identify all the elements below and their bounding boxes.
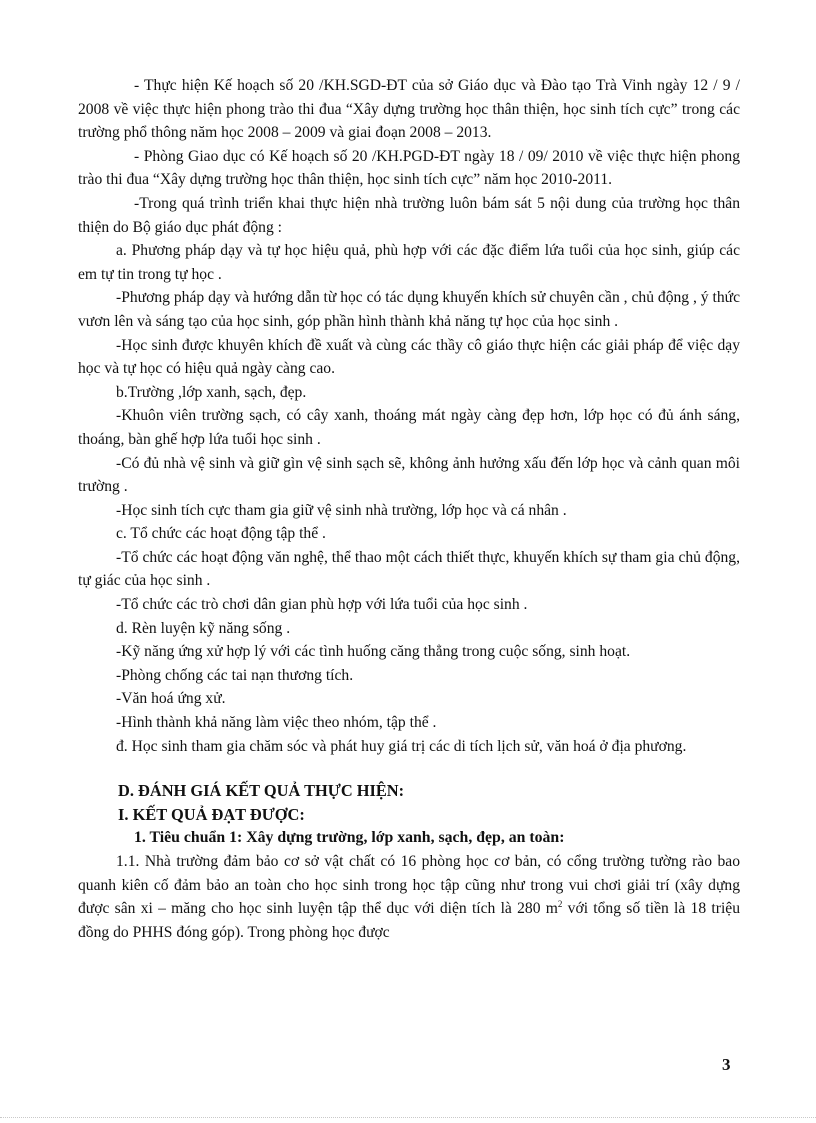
item-b-detail-2: -Có đủ nhà vệ sinh và giữ gìn vệ sinh sạch sẽ, không ảnh hưởng xấu đến lớp học và cảnh quan môi trường .	[78, 454, 740, 496]
section-heading-d: D. ĐÁNH GIÁ KẾT QUẢ THỰC HIỆN:	[118, 781, 405, 801]
paragraph-plan-sgd: - Thực hiện Kế hoạch số 20 /KH.SGD-ĐT của sở Giáo dục và Đào tạo Trà Vinh ngày 12 / 9 / 2008 về việc thực hiện phong trào thi đua “Xây dựng trường học thân thiện, học sinh tích cực” trong các trường phổ thông năm học 2008 – 2009 và giai đoạn 2008 – 2013.	[78, 77, 740, 142]
item-a: a. Phương pháp dạy và tự học hiệu quả, phù hợp với các đặc điểm lứa tuổi của học sinh, giúp các em tự tin trong tự học .	[78, 242, 740, 283]
body-text	[78, 74, 740, 944]
item-b-detail-3: -Học sinh tích cực tham gia giữ vệ sinh nhà trường, lớp học và cá nhân .	[116, 501, 567, 519]
item-b: b.Trường ,lớp xanh, sạch, đẹp.	[116, 383, 307, 401]
page-bottom-divider	[0, 1117, 816, 1118]
item-b-detail-1: -Khuôn viên trường sạch, có cây xanh, thoáng mát ngày càng đẹp hơn, lớp học có đủ ánh sáng, thoáng, bàn ghế hợp lứa tuổi học sinh .	[78, 407, 740, 448]
square-superscript: 2	[557, 899, 563, 909]
paragraph-1-1-continued: với tổng số tiền là 18 triệu đồng do PHHS đóng góp). Trong phòng học được	[78, 900, 740, 941]
criterion-1-heading: 1. Tiêu chuẩn 1: Xây dựng trường, lớp xanh, sạch, đẹp, an toàn:	[134, 829, 565, 847]
item-c-detail-1: -Tổ chức các hoạt động văn nghệ, thể thao một cách thiết thực, khuyến khích sự tham gia chủ động, tự giác của học sinh .	[78, 548, 740, 590]
page-number: 3	[722, 1055, 731, 1074]
item-dd: đ. Học sinh tham gia chăm sóc và phát huy giá trị các di tích lịch sử, văn hoá ở địa phương.	[116, 737, 687, 755]
item-d-detail-3: -Văn hoá ứng xử.	[116, 690, 226, 708]
item-c-detail-2: -Tổ chức các trò chơi dân gian phù hợp với lứa tuổi của học sinh .	[116, 596, 528, 614]
paragraph-1-1-text: 1.1. Nhà trường đảm bảo cơ sở vật chất có 16 phòng học cơ bản, có cổng trường tường rào bao quanh kiên cố đảm bảo an toàn cho học sinh trong học tập cũng như trong vui chơi giải trí (xây dựng được sân xi – măng cho học sinh luyện tập thể dục với diện tích là 280 m	[78, 853, 740, 918]
item-d-detail-2: -Phòng chống các tai nạn thương tích.	[116, 666, 354, 684]
item-c: c. Tổ chức các hoạt động tập thể .	[116, 525, 326, 543]
item-a-detail-1: -Phương pháp dạy và hướng dẫn từ học có tác dụng khuyến khích sử chuyên cần , chủ động , ý thức vươn lên và sáng tạo của học sinh, góp phần hình thành khả năng tự học của học sinh .	[78, 289, 740, 330]
item-a-detail-2: -Học sinh được khuyên khích đề xuất và cùng các thầy cô giáo thực hiện các giải pháp để việc dạy học và tự học có hiệu quả ngày càng cao.	[78, 336, 740, 378]
item-d-detail-1: -Kỹ năng ứng xử hợp lý với các tình huống căng thẳng trong cuộc sống, sinh hoạt.	[116, 643, 631, 661]
section-heading-i: I. KẾT QUẢ ĐẠT ĐƯỢC:	[118, 804, 305, 824]
paragraph-1-1	[78, 850, 740, 944]
paragraph-five-contents: -Trong quá trình triển khai thực hiện nhà trường luôn bám sát 5 nội dung của trường học thân thiện do Bộ giáo dục phát động :	[78, 194, 740, 236]
paragraph-plan-pgd: - Phòng Giao dục có Kế hoạch số 20 /KH.PGD-ĐT ngày 18 / 09/ 2010 về việc thực hiện phong trào thi đua “Xây dựng trường học thân thiện, học sinh tích cực” năm học 2010-2011.	[78, 147, 740, 189]
item-d: d. Rèn luyện kỹ năng sống .	[116, 619, 291, 637]
item-d-detail-4: -Hình thành khả năng làm việc theo nhóm, tập thể .	[116, 714, 437, 732]
